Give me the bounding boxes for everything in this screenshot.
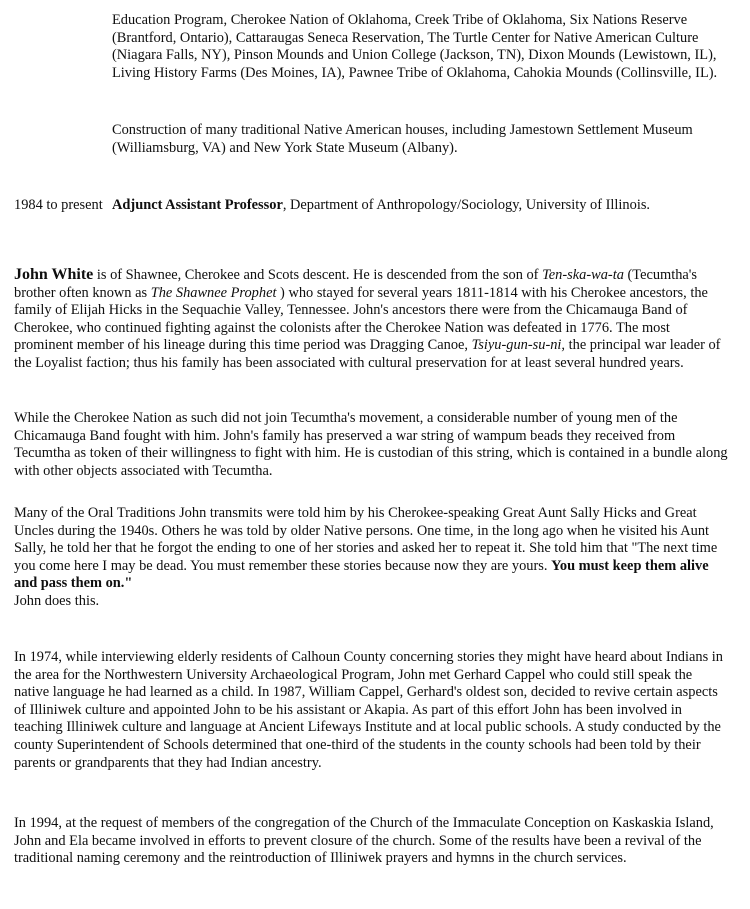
- bio-p3-bold: You must keep them alive and pass them on.": [14, 557, 709, 592]
- sites-paragraph: Education Program, Cherokee Nation of Oklahoma, Creek Tribe of Oklahoma, Six Nations Reserve (Brantford, Ontario), Cattaraugas Seneca Reservation, The Turtle Center for Native American Culture (Niagara Falls, NY), Pinson Mounds and Union College (Jackson, TN), Dixon Mounds (Lewistown, IL), Living History Farms (Des Moines, IA), Pawnee Tribe of Oklahoma, Cahokia Mounds (Collinsville, IL).: [112, 12, 718, 81]
- bio-p3-a: Many of the Oral Traditions John transmits were told him by his Cherokee-speaking Great Aunt Sally Hicks and Great Uncles during the 1940s. Others he was told by older Native persons. One time, in the long ago when he visited his Aunt Sally, he told her that he forgot the ending to one of her stories and asked her to repeat it. She told him that "The next time you come here I may be dead. You must remember these stories because now they are yours.: [14, 505, 718, 574]
- bio-p1-tenskawata: Ten-ska-wa-ta: [542, 267, 624, 283]
- bio-p1-d: the principal war leader of the Loyalist faction; thus his family has been associated with cultural preservation for at least several hundred years.: [14, 337, 721, 371]
- position-department: , Department of Anthropology/Sociology, University of Illinois.: [282, 197, 651, 213]
- bio-name: John White: [14, 266, 94, 283]
- bio-paragraph-1: [14, 266, 730, 373]
- bio-p1-c: ) who stayed for several years 1811-1814 with his Cherokee ancestors, the family of Elijah Hicks in the Sequachie Valley, Tennessee. John's ancestors there were from the Chicamauga Band of Cherokee, who continued fighting against the colonists after the Cherokee Nation was defeated in 1776. The most prominent member of his lineage during this time period was Dragging Canoe,: [14, 284, 708, 354]
- bio-p1-a: is of Shawnee, Cherokee and Scots descent. He is descended from the son of: [93, 267, 543, 283]
- bio-p1-prophet: The Shawnee Prophet: [150, 284, 277, 301]
- bio-paragraph-5: In 1994, at the request of members of the congregation of the Church of the Immaculate Conception on Kaskaskia Island, John and Ela became involved in efforts to prevent closure of the church. Some of the results have been a revival of the traditional naming ceremony and the reintroduction of Illiniwek prayers and hymns in the church services.: [14, 815, 714, 867]
- bio-paragraph-3: [14, 505, 730, 611]
- bio-paragraph-4: In 1974, while interviewing elderly residents of Calhoun County concerning stories they might have heard about Indians in the area for the Northwestern University Archaeological Program, John met Gerhard Cappel who could still speak the native language he had learned as a child. In 1987, William Cappel, Gerhard's oldest son, decided to revive certain aspects of Illiniwek culture and appointed John to be his assistant or Akapia. As part of this effort John has been involved in teaching Illiniwek culture and language at Ancient Lifeways Institute and at local public schools. A study conducted by the county Superintendent of Schools determined that one-third of the students in the county schools had been told by their parents or grandparents that they had Indian ancestry.: [14, 649, 723, 771]
- position-description: [112, 197, 712, 215]
- bio-p3-b: John does this.: [14, 592, 100, 609]
- bio-paragraph-2: While the Cherokee Nation as such did not join Tecumtha's movement, a considerable number of young men of the Chicamauga Band fought with him. John's family has preserved a war string of wampum beads they received from Tecumtha as token of their willingness to fight with him. He is custodian of this string, which is contained in a bundle along with other objects associated with Tecumtha.: [14, 410, 728, 479]
- bio-p1-b: (Tecumtha's brother often known as: [14, 267, 698, 301]
- houses-paragraph: Construction of many traditional Native American houses, including Jamestown Settlement Museum (Williamsburg, VA) and New York State Museum (Albany).: [112, 122, 693, 156]
- bio-p1-tsiyu: Tsiyu-gun-su-ni,: [471, 337, 566, 354]
- position-title: Adjunct Assistant Professor: [112, 197, 283, 213]
- position-years: 1984 to present: [14, 197, 103, 213]
